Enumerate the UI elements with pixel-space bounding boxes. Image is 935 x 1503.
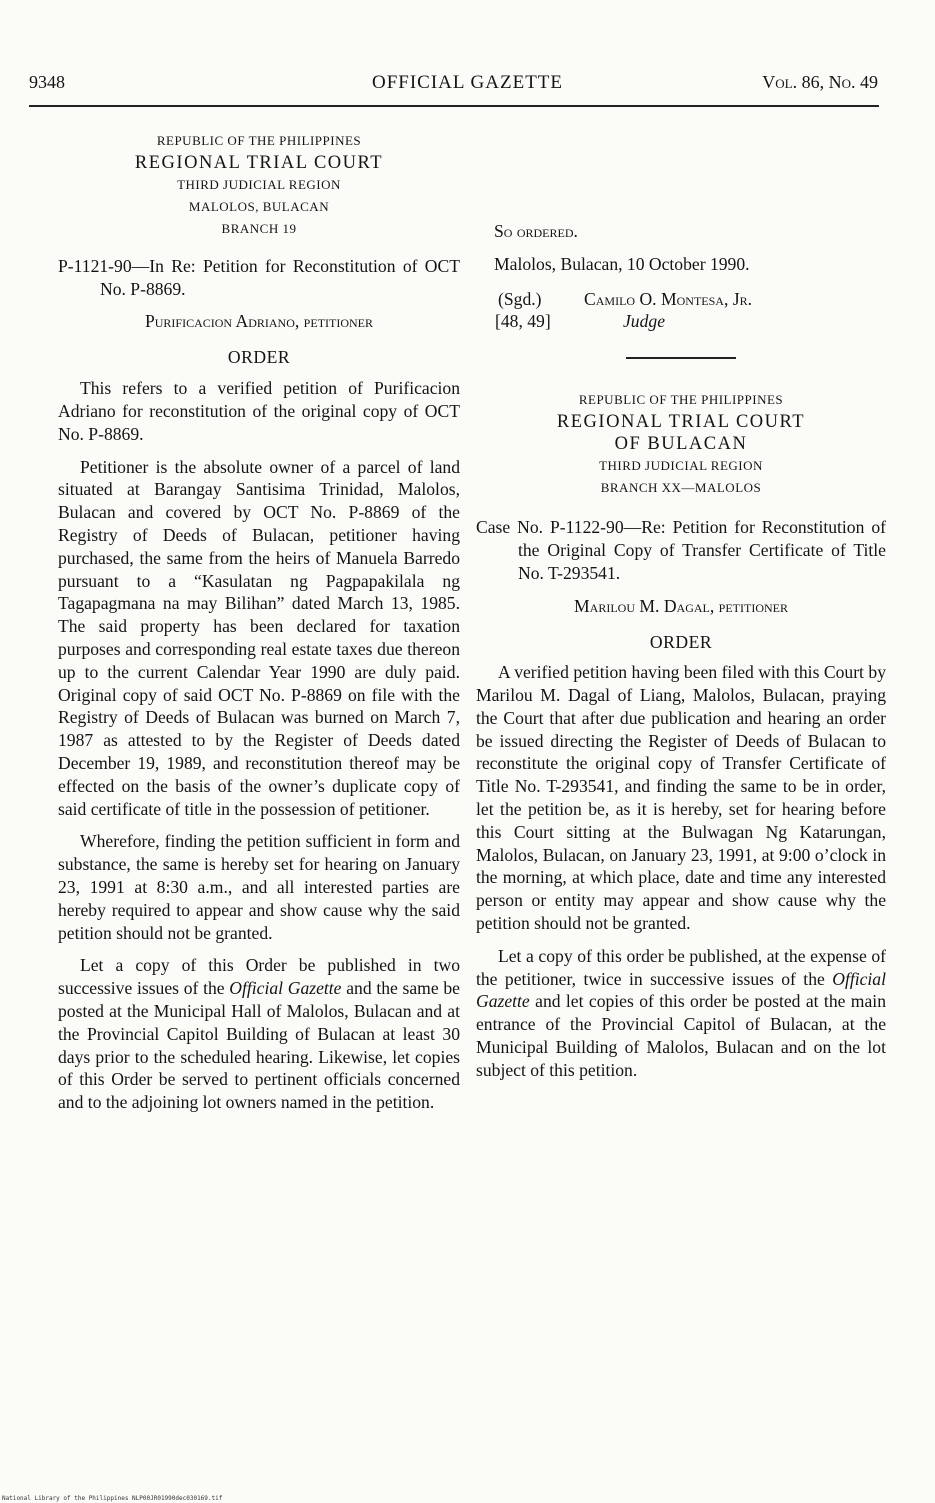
left-column [58, 130, 460, 1114]
court-line-region: THIRD JUDICIAL REGION [177, 177, 341, 192]
sgd-label: (Sgd.) [498, 288, 542, 309]
scan-footer: National Library of the Philippines NLP00JR01990dec030169.tif [2, 1495, 223, 1502]
court-line-rtc: REGIONAL TRIAL COURT [556, 412, 806, 433]
order-heading: ORDER [227, 347, 291, 368]
order-paragraph: This refers to a verified petition of Purificacion Adriano for reconstitution of the original copy of OCT No. P-8869. [58, 378, 460, 444]
notice-divider [626, 357, 736, 359]
petitioner-line: Purificacion Adriano, petitioner [144, 310, 374, 331]
court-line-region: THIRD JUDICIAL REGION [599, 458, 763, 474]
volume-issue: Vol. 86, No. 49 [762, 72, 878, 92]
order-paragraph: Wherefore, finding the petition sufficient in form and substance, the same is hereby set for hearing on January 23, 1991 at 8:30 a.m., and all interested parties are hereby required to appear and show cause why the said petition should not be granted. [58, 831, 460, 943]
order-paragraph: A verified petition having been filed with this Court by Marilou M. Dagal of Liang, Malolos, Bulacan, praying the Court that after due publication and hearing an order be issued directing the Register of Deeds of Bulacan to reconstitute the original copy of Transfer Certificate of Title No. T-293541, and finding the same to be in order, let the petition be, as it is hereby, set for hearing before this Court sitting at the Bulwagan Ng Katarungan, Malolos, Bulacan, on January 23, 1991, at 9:00 o’clock in the morning, at which place, date and time any interested person or entity may appear and show cause why the petition should not be granted. [476, 662, 886, 933]
order-paragraph: Petitioner is the absolute owner of a parcel of land situated at Barangay Santisima Trinidad, Malolos, Bulacan and covered by OCT No. P-8869 of the Registry of Deeds of Bulacan, petitioner having purchased, the same from the heirs of Manuela Barredo pursuant to a “Kasulatan ng Pagpapakilala ng Tagapagmana na may Bilihan” dated March 13, 1985. The said property has been declared for taxation purposes and corresponding real estate taxes due thereon up to the current Calendar Year 1990 are duly paid. Original copy of said OCT No. P-8869 on file with the Registry of Deeds of Bulacan was burned on March 7, 1987 as attested to by the Register of Deeds dated December 19, 1989, and reconstitution thereof may be effected on the basis of the owner’s duplicate copy of said certificate of title in the possession of petitioner. [58, 456, 460, 819]
judge-name: Camilo O. Montesa, Jr. [584, 288, 752, 309]
page-number: 9348 [29, 72, 65, 92]
continued-spacer [476, 130, 886, 220]
judge-title: Judge [623, 311, 666, 332]
order-paragraph-publication [58, 954, 460, 1114]
court-line-city: MALOLOS, BULACAN [188, 199, 330, 214]
text-run: and let copies of this order be posted at the main entrance of the Provincial Capitol of Bulacan, at the Municipal Building of Malolos, Bulacan and on the lot subject of this petition. [476, 991, 886, 1080]
text-run: Let a copy of this order be published, at the expense of the petitioner, twice in successive issues of the [476, 945, 886, 989]
gazette-italic: Official Gazette [229, 978, 342, 999]
signature-row [495, 310, 886, 333]
case-caption: Case No. P-1122-90—Re: Petition for Reconstitution of the Original Copy of Transfer Certificate of Title No. T-293541. [476, 517, 886, 583]
court-heading-1 [58, 130, 460, 240]
so-ordered: So ordered. [494, 221, 578, 241]
petitioner-line: Marilou M. Dagal, petitioner [574, 595, 788, 616]
court-line-branch: BRANCH 19 [221, 221, 297, 236]
header-rule [29, 105, 879, 107]
reference-numbers: [48, 49] [495, 311, 551, 332]
text-run: and the same be posted at the Municipal Hall of Malolos, Bulacan and at the Provincial Capitol Building of Bulacan at least 30 days prior to the scheduled hearing. Likewise, let copies of this Order be served to pertinent officials concerned and to the adjoining lot owners named in the petition. [58, 978, 460, 1113]
text-run: Let a copy of this Order be published in two successive issues of the [58, 955, 460, 999]
court-line-branch: BRANCH XX—MALOLOS [600, 480, 762, 496]
court-heading-2 [476, 389, 886, 499]
court-line-rtc: REGIONAL TRIAL COURT [134, 153, 384, 173]
court-line-republic: REPUBLIC OF THE PHILIPPINES [156, 133, 362, 148]
court-line-province: OF BULACAN [614, 434, 748, 455]
signature-row [498, 288, 886, 311]
publication-title: OFFICIAL GAZETTE [371, 72, 564, 93]
gazette-italic: Official Gazette [476, 968, 886, 1012]
signature-block [476, 288, 886, 334]
right-column [476, 130, 886, 1082]
place-date: Malolos, Bulacan, 10 October 1990. [494, 253, 750, 274]
order-heading: ORDER [649, 632, 713, 653]
order-paragraph-publication [476, 945, 886, 1082]
case-caption: P-1121-90—In Re: Petition for Reconstitution of OCT No. P-8869. [58, 256, 460, 299]
court-line-republic: REPUBLIC OF THE PHILIPPINES [578, 392, 784, 408]
